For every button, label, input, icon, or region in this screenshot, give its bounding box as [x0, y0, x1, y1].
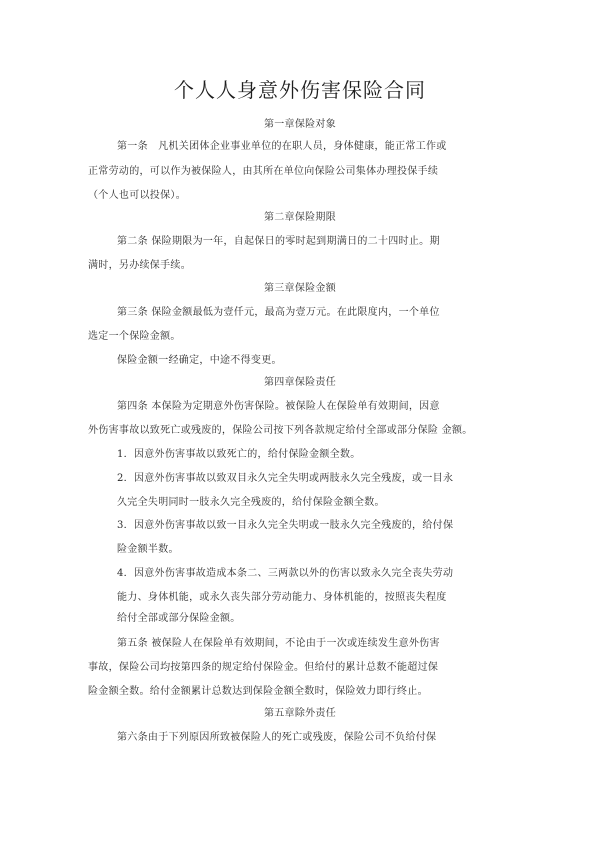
ch4-art5-line-1: 第五条 被保险人在保险单有效期间，不论由于一次或连续发生意外伤害: [117, 638, 440, 649]
ch4-item-2-line-2: 久完全失明同时一肢永久完全残废的，给付保险金额全数。: [117, 497, 385, 508]
ch4-item-4-line-2: 能力、身体机能，或永久丧失部分劳动能力、身体机能的，按照丧失程度: [117, 592, 447, 603]
ch2-line-1: 第二条 保险期限为一年，自起保日的零时起到期满日的二十四时止。期: [117, 236, 440, 247]
ch4-item-3-line-2: 险金额半数。: [117, 544, 179, 555]
ch4-line-1: 第四条 本保险为定期意外伤害保险。被保险人在保险单有效期间，因意: [117, 401, 440, 412]
ch4-art5-line-3: 险金额全数。给付金额累计总数达到保险金额全数时，保险效力即行终止。: [88, 686, 428, 697]
ch4-item-4-line-3: 给付全部或部分保险金额。: [117, 613, 241, 624]
ch3-line-3: 保险金额一经确定，中途不得变更。: [117, 355, 282, 366]
chapter-5-heading: 第五章除外责任: [263, 708, 337, 719]
ch5-line-1: 第六条由于下列原因所致被保险人的死亡或残废，保险公司不负给付保: [117, 732, 437, 743]
ch4-line-2: 外伤害事故以致死亡或残废的，保险公司按下列各款规定给付全部或部分保险 金额。: [88, 425, 473, 436]
ch4-item-4-line-1: 4．因意外伤害事故造成本条二、三两款以外的伤害以致永久完全丧失劳动: [117, 568, 454, 579]
chapter-4-heading: 第四章保险责任: [263, 377, 337, 388]
chapter-1-heading: 第一章保险对象: [263, 119, 337, 130]
ch1-line-3: （个人也可以投保）。: [88, 190, 186, 201]
document-title: 个人人身意外伤害保险合同: [174, 78, 426, 102]
ch1-line-2: 正常劳动的，可以作为被保险人，由其所在单位向保险公司集体办理投保手续: [88, 166, 439, 177]
chapter-2-heading: 第二章保险期限: [263, 212, 337, 223]
ch3-line-1: 第三条 保险金额最低为壹仟元，最高为壹万元。在此限度内，一个单位: [117, 307, 440, 318]
chapter-3-heading: 第三章保险金额: [263, 283, 337, 294]
ch4-item-2-line-1: 2．因意外伤害事故以致双目永久完全失明或两肢永久完全残废，或一目永: [117, 473, 454, 484]
ch2-line-2: 满时，另办续保手续。: [88, 260, 191, 271]
ch4-art5-line-2: 事故，保险公司均按第四条的规定给付保险金。但给付的累计总数不能超过保: [88, 662, 439, 673]
ch3-line-2: 选定一个保险金额。: [88, 331, 181, 342]
ch4-item-1: 1．因意外伤害事故以致死亡的，给付保险金额全数。: [117, 449, 361, 460]
ch1-line-1: 第一条 凡机关团体企业事业单位的在职人员，身体健康，能正常工作或: [117, 141, 447, 152]
ch4-item-3-line-1: 3．因意外伤害事故以致一目永久完全失明或一肢永久完全残废的，给付保: [117, 520, 454, 531]
